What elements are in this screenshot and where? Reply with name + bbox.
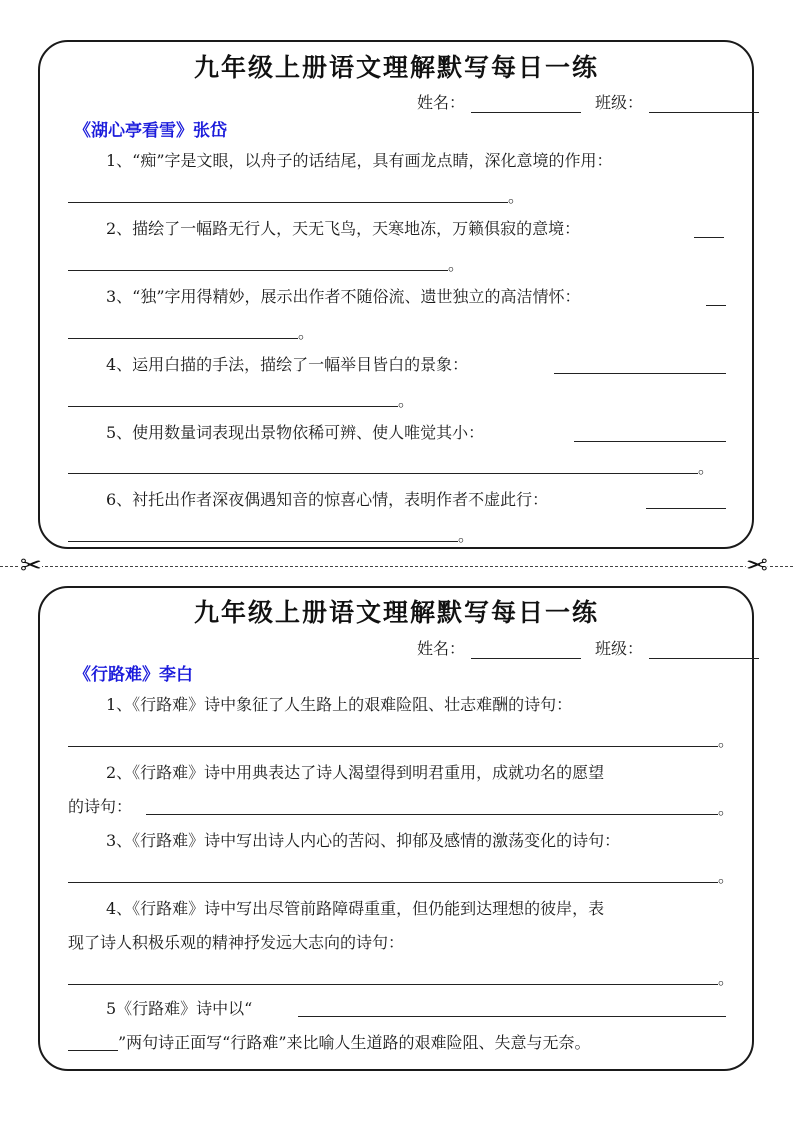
period-1-1: 。 [508,187,525,206]
class-field-1[interactable] [649,95,759,113]
class-field-2[interactable] [649,641,759,659]
poem-heading-2: 《行路难》李白 [74,665,193,685]
answer-line-1-6a[interactable] [646,508,726,509]
period-1-6: 。 [458,526,475,545]
period-1-5: 。 [698,458,715,477]
answer-line-2-5b[interactable] [68,1050,118,1051]
answer-line-2-2[interactable] [146,814,718,815]
period-2-3: 。 [718,867,735,886]
answer-line-1-4a[interactable] [554,373,726,374]
question-2-2b: 的诗句： [68,797,133,816]
question-1-3: 3、“独”字用得精妙，展示出作者不随俗流、遗世独立的高洁情怀： [106,287,581,306]
name-field-2[interactable] [471,641,581,659]
answer-line-1-2b[interactable] [68,270,448,271]
poem-heading-1: 《湖心亭看雪》张岱 [74,121,227,141]
student-info-2 [417,636,759,659]
worksheet-title-2: 九年级上册语文理解默写每日一练 [193,598,599,627]
student-info-1 [417,90,759,113]
question-2-3: 3、《行路难》诗中写出诗人内心的苦闷、抑郁及感情的激荡变化的诗句： [106,831,621,850]
period-1-4: 。 [398,391,415,410]
name-label-2: 姓名： [416,639,465,658]
name-label-1: 姓名： [416,93,465,112]
period-1-3: 。 [298,323,315,342]
question-2-5b: ”两句诗正面写“行路难”来比喻人生道路的艰难险阻、失意与无奈。 [118,1033,591,1052]
answer-line-2-4[interactable] [68,984,718,985]
answer-line-1-3a[interactable] [706,305,726,306]
question-2-4a: 4、《行路难》诗中写出尽管前路障碍重重，但仍能到达理想的彼岸，表 [106,899,605,918]
answer-line-2-5a[interactable] [298,1016,726,1017]
answer-line-1-2a[interactable] [694,237,724,238]
period-2-1: 。 [718,731,735,750]
period-1-2: 。 [448,255,465,274]
name-field-1[interactable] [471,95,581,113]
question-1-1: 1、“痴”字是文眼，以舟子的话结尾，具有画龙点睛，深化意境的作用： [106,151,613,170]
scissors-icon: ✂ [746,551,768,581]
question-1-4: 4、运用白描的手法，描绘了一幅举目皆白的景象： [106,355,469,374]
class-label-1: 班级： [594,93,643,112]
question-1-5: 5、使用数量词表现出景物依稀可辨、使人唯觉其小： [106,423,485,442]
answer-line-2-1[interactable] [68,746,718,747]
cut-line [0,566,793,567]
answer-line-1-5b[interactable] [68,473,698,474]
answer-line-1-1[interactable] [68,202,508,203]
class-label-2: 班级： [594,639,643,658]
question-2-2a: 2、《行路难》诗中用典表达了诗人渴望得到明君重用，成就功名的愿望 [106,763,605,782]
question-2-4b: 现了诗人积极乐观的精神抒发远大志向的诗句： [68,933,405,952]
answer-line-2-3[interactable] [68,882,718,883]
question-1-6: 6、衬托出作者深夜偶遇知音的惊喜心情，表明作者不虚此行： [106,490,549,509]
answer-line-1-4b[interactable] [68,406,398,407]
answer-line-1-3b[interactable] [68,338,298,339]
question-2-1: 1、《行路难》诗中象征了人生路上的艰难险阻、壮志难酬的诗句： [106,695,573,714]
answer-line-1-5a[interactable] [574,441,726,442]
period-2-2: 。 [718,799,735,818]
period-2-4: 。 [718,969,735,988]
scissors-icon: ✂ [20,551,42,581]
answer-line-1-6b[interactable] [68,541,458,542]
worksheet-title-1: 九年级上册语文理解默写每日一练 [193,53,599,82]
question-2-5a: 5《行路难》诗中以“ [106,999,253,1018]
question-1-2: 2、描绘了一幅路无行人，天无飞鸟，天寒地冻，万籁俱寂的意境： [106,219,581,238]
